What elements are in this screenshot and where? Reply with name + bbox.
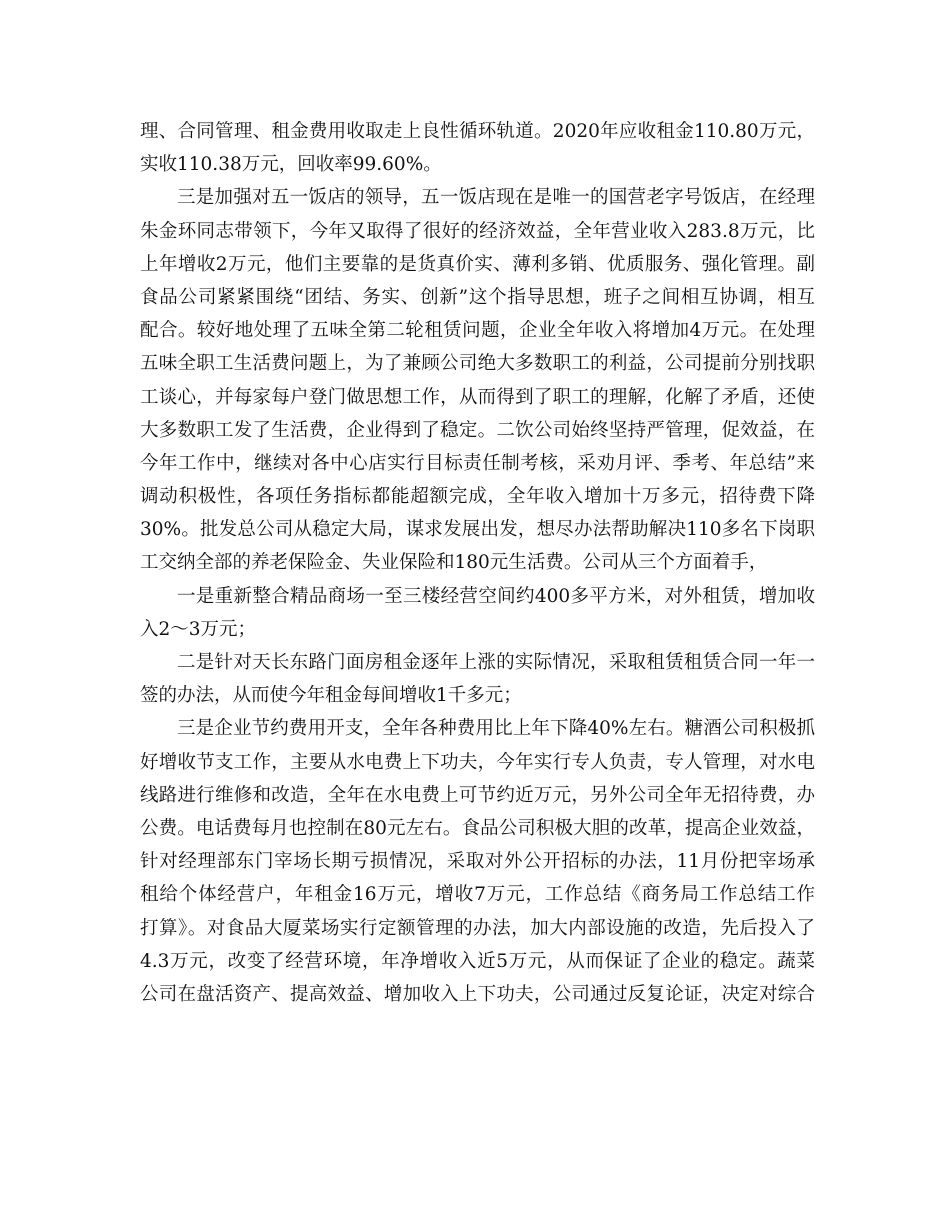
text-line: 调动积极性，各项任务指标都能超额完成，全年收入增加十万多元，招待费下降 bbox=[140, 486, 815, 508]
text-line: 好增收节支工作，主要从水电费上下功夫，今年实行专人负责，专人管理，对水电 bbox=[140, 751, 815, 773]
text-line: 朱金环同志带领下，今年又取得了很好的经济效益，全年营业收入283.8万元，比 bbox=[140, 220, 815, 242]
text-line: 工谈心，并每家每户登门做思想工作，从而得到了职工的理解，化解了矛盾，还使 bbox=[140, 386, 815, 408]
text-line: 公司在盘活资产、提高效益、增加收入上下功夫，公司通过反复论证，决定对综合 bbox=[140, 983, 815, 1005]
text-line: 实收110.38万元，回收率99.60%。 bbox=[140, 154, 442, 176]
text-line: 五味全职工生活费问题上，为了兼顾公司绝大多数职工的利益，公司提前分别找职 bbox=[140, 353, 815, 375]
text-line: 打算》。对食品大厦菜场实行定额管理的办法，加大内部设施的改造，先后投入了 bbox=[140, 917, 815, 939]
text-line: 配合。较好地处理了五味全第二轮租赁问题，企业全年收入将增加4万元。在处理 bbox=[140, 320, 815, 342]
text-line: 签的办法，从而使今年租金每间增收1千多元； bbox=[140, 685, 522, 707]
text-line: 三是加强对五一饭店的领导，五一饭店现在是唯一的国营老字号饭店，在经理 bbox=[177, 187, 815, 209]
text-line: 线路进行维修和改造，全年在水电费上可节约近万元，另外公司全年无招待费，办 bbox=[140, 784, 815, 806]
text-line: 上年增收2万元，他们主要靠的是货真价实、薄利多销、优质服务、强化管理。副 bbox=[140, 253, 815, 275]
text-line: 食品公司紧紧围绕“团结、务实、创新”这个指导思想，班子之间相互协调，相互 bbox=[140, 286, 815, 308]
text-line: 公费。电话费每月也控制在80元左右。食品公司积极大胆的改革，提高企业效益， bbox=[140, 817, 815, 839]
text-line: 理、合同管理、租金费用收取走上良性循环轨道。2020年应收租金110.80万元， bbox=[140, 121, 815, 142]
text-line: 二是针对天长东路门面房租金逐年上涨的实际情况，采取租赁租赁合同一年一 bbox=[177, 652, 815, 673]
text-line: 入2～3万元； bbox=[140, 618, 257, 640]
text-line: 租给个体经营户，年租金16万元，增收7万元，工作总结《商务局工作总结工作 bbox=[140, 884, 815, 906]
text-line: 工交纳全部的养老保险金、失业保险和180元生活费。公司从三个方面着手， bbox=[140, 552, 768, 574]
text-line: 4.3万元，改变了经营环境，年净增收入近5万元，从而保证了企业的稳定。蔬菜 bbox=[140, 950, 815, 972]
text-line: 针对经理部东门宰场长期亏损情况，采取对外公开招标的办法，11月份把宰场承 bbox=[140, 851, 815, 873]
text-line: 一是重新整合精品商场一至三楼经营空间约400多平方米，对外租赁，增加收 bbox=[177, 585, 815, 607]
text-line: 大多数职工发了生活费，企业得到了稳定。二饮公司始终坚持严管理，促效益，在 bbox=[140, 419, 815, 441]
text-line: 三是企业节约费用开支，全年各种费用比上年下降40%左右。糖酒公司积极抓 bbox=[177, 718, 815, 740]
document-body bbox=[140, 115, 815, 1011]
text-line: 今年工作中，继续对各中心店实行目标责任制考核，采劝月评、季考、年总结”来 bbox=[140, 452, 815, 474]
text-line: 30%。批发总公司从稳定大局，谋求发展出发，想尽办法帮助解决110多名下岗职 bbox=[140, 519, 815, 541]
